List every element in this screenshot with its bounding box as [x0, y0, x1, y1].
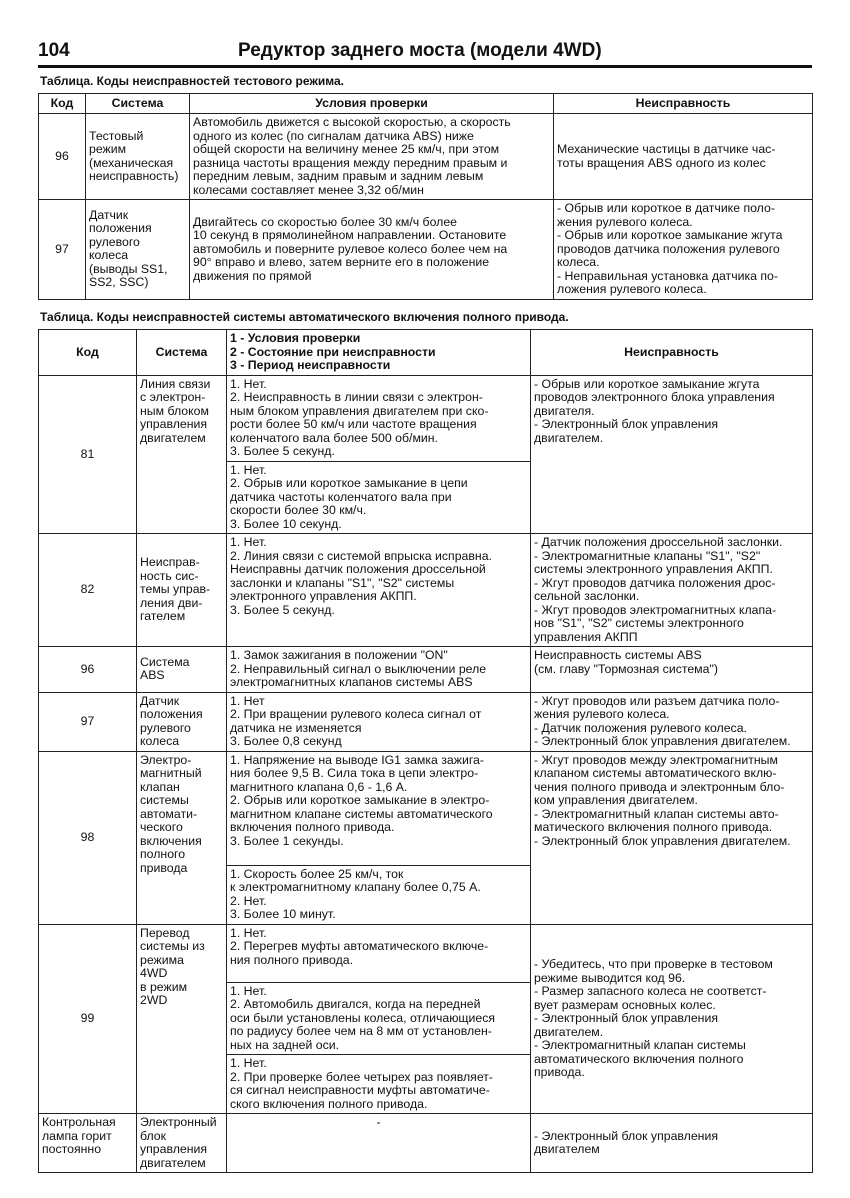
system-cell: Датчик положения рулевого колеса — [137, 692, 227, 751]
system-cell: Неисправ- ность сис- темы управ- ления дви- гателем — [137, 534, 227, 647]
fault-cell: - Обрыв или короткое в датчике поло- жения рулевого колеса. - Обрыв или короткое замыкание жгута проводов датчика положения рулевого колеса. - Неправильная установка датчика по- ложения рулевого колеса. — [554, 200, 813, 300]
table2-col-system: Система — [137, 330, 227, 376]
condition-cell: 1. Нет. 2. Перегрев муфты автоматического включе- ния полного привода. — [227, 924, 531, 982]
fault-cell: - Жгут проводов между электромагнитным клапаном системы автоматического вклю- чения полного привода и электронным бло- ком управления двигателем. - Электромагнитный клапан системы авто- матического включения полного привода. - Электронный блок управления двигателем. — [531, 751, 813, 924]
awd-codes-table — [38, 329, 813, 1173]
table-row — [39, 200, 813, 300]
code-cell: 97 — [39, 692, 137, 751]
system-cell: Датчик положения рулевого колеса (выводы SS1, SS2, SSC) — [86, 200, 190, 300]
condition-cell: 1. Нет. 2. Автомобиль двигался, когда на передней оси были установлены колеса, отличающиеся по радиусу более чем на 8 мм от установлен- ных на задней оси. — [227, 982, 531, 1055]
table-row — [39, 534, 813, 647]
system-cell: Система ABS — [137, 647, 227, 693]
condition-cell: 1. Скорость более 25 км/ч, ток к электромагнитному клапану более 0,75 А. 2. Нет. 3. Более 10 минут. — [227, 865, 531, 924]
fault-cell: - Электронный блок управления двигателем — [531, 1114, 813, 1173]
page-header — [38, 40, 810, 66]
system-cell: Электронный блок управления двигателем — [137, 1114, 227, 1173]
table1-col-code: Код — [39, 94, 86, 114]
condition-cell: - — [227, 1114, 531, 1173]
table1-col-conditions: Условия проверки — [190, 94, 554, 114]
condition-cell: Двигайтесь со скоростью более 30 км/ч более 10 секунд в прямолинейном направлении. Остановите автомобиль и поверните рулевое колесо более чем на 90° вправо и влево, затем верните его в положение движения по прямой — [190, 200, 554, 300]
page-title: Редуктор заднего моста (модели 4WD) — [238, 40, 602, 61]
table1-header-row — [39, 94, 813, 114]
table-row — [39, 1114, 813, 1173]
condition-cell: 1. Напряжение на выводе IG1 замка зажига- ния более 9,5 В. Сила тока в цепи электро- магнитного клапана 0,6 - 1,6 А. 2. Обрыв или короткое замыкание в электро- магнитном клапане системы автоматического включения полного привода. 3. Более 1 секунды. — [227, 751, 531, 865]
code-cell: 96 — [39, 114, 86, 200]
code-cell: 98 — [39, 751, 137, 924]
table-row — [39, 647, 813, 693]
fault-cell: Механические частицы в датчике час- тоты вращения ABS одного из колес — [554, 114, 813, 200]
condition-cell: 1. Нет. 2. Линия связи с системой впрыска исправна. Неисправны датчик положения дроссельной заслонки и клапаны "S1", "S2" системы электронного управления АКПП. 3. Более 5 секунд. — [227, 534, 531, 647]
system-cell: Тестовый режим (механическая неисправность) — [86, 114, 190, 200]
table-row — [39, 375, 813, 461]
fault-cell: - Убедитесь, что при проверке в тестовом режиме выводится код 96. - Размер запасного колеса не соответст- вует размерам основных колес. - Электронный блок управления двигателем. - Электромагнитный клапан системы автоматического включения полного привода. — [531, 924, 813, 1114]
page-number: 104 — [38, 40, 70, 61]
code-cell: 96 — [39, 647, 137, 693]
condition-cell: 1. Нет. 2. Обрыв или короткое замыкание в цепи датчика частоты коленчатого вала при скорости более 30 км/ч. 3. Более 10 секунд. — [227, 461, 531, 534]
code-cell: 81 — [39, 375, 137, 534]
table-row — [39, 692, 813, 751]
table-row — [39, 924, 813, 982]
table2-col-conditions: 1 - Условия проверки 2 - Состояние при неисправности 3 - Период неисправности — [227, 330, 531, 376]
header-rule — [38, 65, 812, 68]
fault-cell: Неисправность системы ABS (см. главу "Тормозная система") — [531, 647, 813, 693]
table2-header-row — [39, 330, 813, 376]
code-cell: 99 — [39, 924, 137, 1114]
table-row — [39, 751, 813, 865]
code-cell: Контрольная лампа горит постоянно — [39, 1114, 137, 1173]
condition-cell: 1. Замок зажигания в положении "ON" 2. Неправильный сигнал о выключении реле электромагнитных клапанов системы ABS — [227, 647, 531, 693]
test-mode-codes-table — [38, 93, 813, 300]
table2-col-code: Код — [39, 330, 137, 376]
code-cell: 97 — [39, 200, 86, 300]
system-cell: Электро- магнитный клапан системы автомати- ческого включения полного привода — [137, 751, 227, 924]
condition-cell: 1. Нет 2. При вращении рулевого колеса сигнал от датчика не изменяется 3. Более 0,8 секунд — [227, 692, 531, 751]
table1-col-system: Система — [86, 94, 190, 114]
condition-cell: Автомобиль движется с высокой скоростью, а скорость одного из колес (по сигналам датчика ABS) ниже общей скорости на величину менее 25 км/ч, при этом разница частоты вращения между передним правым и передним левым, задним правым и задним левым колесами составляет менее 3,32 об/мин — [190, 114, 554, 200]
system-cell: Перевод системы из режима 4WD в режим 2WD — [137, 924, 227, 1114]
fault-cell: - Обрыв или короткое замыкание жгута проводов электронного блока управления двигателя. - Электронный блок управления двигателем. — [531, 375, 813, 534]
table1-col-fault: Неисправность — [554, 94, 813, 114]
table2-caption: Таблица. Коды неисправностей системы автоматического включения полного привода. — [40, 310, 569, 324]
condition-cell: 1. Нет. 2. При проверке более четырех раз появляет- ся сигнал неисправности муфты автоматиче- ского включения полного привода. — [227, 1055, 531, 1114]
table2-col-fault: Неисправность — [531, 330, 813, 376]
condition-cell: 1. Нет. 2. Неисправность в линии связи с электрон- ным блоком управления двигателем при ско- рости более 50 км/ч или частоте вращения коленчатого вала более 500 об/мин. 3. Более 5 секунд. — [227, 375, 531, 461]
fault-cell: - Датчик положения дроссельной заслонки. - Электромагнитные клапаны "S1", "S2" системы электронного управления АКПП. - Жгут проводов датчика положения дрос- сельной заслонки. - Жгут проводов электромагнитных клапа- нов "S1", "S2" системы электронного управления АКПП — [531, 534, 813, 647]
code-cell: 82 — [39, 534, 137, 647]
table1-caption: Таблица. Коды неисправностей тестового режима. — [40, 74, 344, 88]
system-cell: Линия связи с электрон- ным блоком управления двигателем — [137, 375, 227, 534]
fault-cell: - Жгут проводов или разъем датчика поло- жения рулевого колеса. - Датчик положения рулевого колеса. - Электронный блок управления двигателем. — [531, 692, 813, 751]
table-row — [39, 114, 813, 200]
